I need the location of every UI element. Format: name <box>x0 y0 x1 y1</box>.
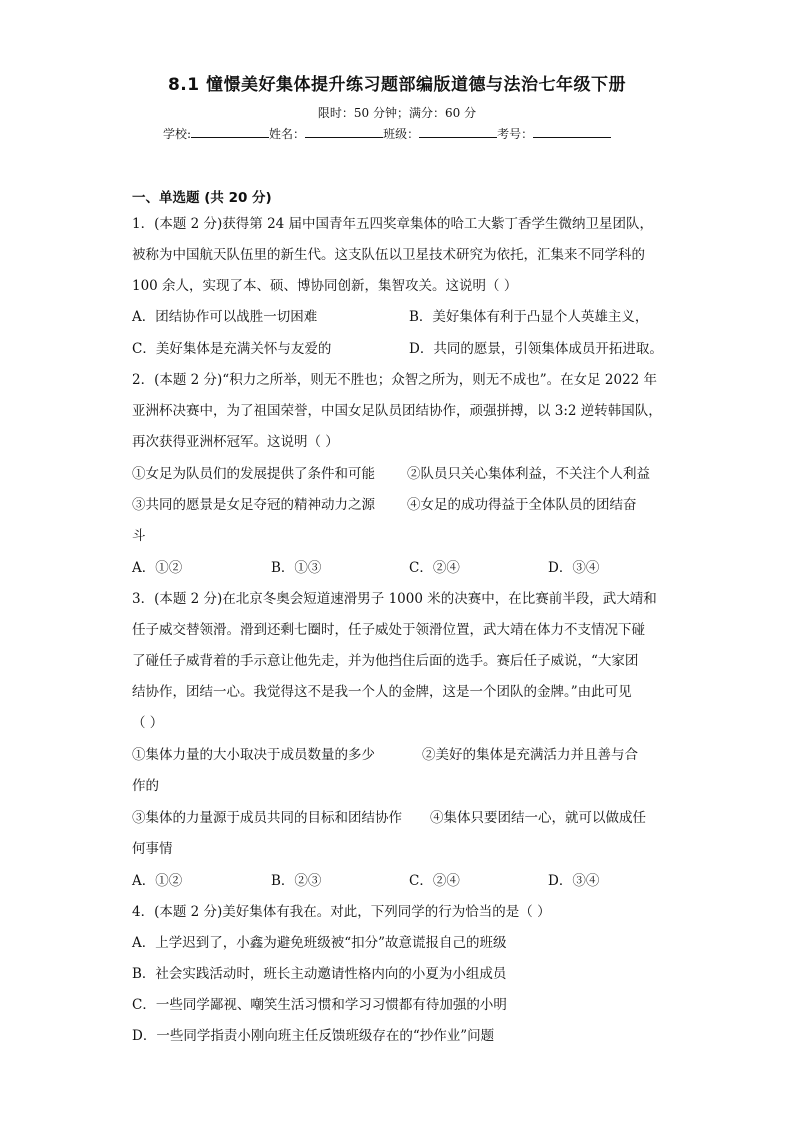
time-limit-info: 限时：50 分钟；满分：60 分 <box>317 106 477 120</box>
q3-line: 任子威交替领滑。滑到还剩七圈时，任子威处于领滑位置，武大靖在体力不支情况下碰 <box>132 622 645 638</box>
q3-option-a[interactable]: A．①② <box>132 873 183 889</box>
q1-line: 被称为中国航天队伍里的新生代。这支队伍以卫星技术研究为依托，汇集来不同学科的 <box>132 247 645 263</box>
school-blank[interactable] <box>191 125 269 138</box>
q2-line: 亚洲杯决赛中，为了祖国荣誉，中国女足队员团结协作，顽强拼搏，以 3:2 逆转韩国队， <box>132 403 662 419</box>
q4-option-c[interactable]: C．一些同学鄙视、嘲笑生活习惯和学习习惯都有待加强的小明 <box>132 997 507 1013</box>
q3-statement-2: ②美好的集体是充满活力并且善与合 <box>422 747 638 763</box>
q2-option-d[interactable]: D．③④ <box>548 560 600 576</box>
q2-option-c[interactable]: C．②④ <box>409 560 460 576</box>
q2-statement-4: ④女足的成功得益于全体队员的团结奋 <box>407 497 637 513</box>
section-heading: 一、单选题 (共 20 分) <box>132 190 272 206</box>
q1-option-a[interactable]: A．团结协作可以战胜一切困难 <box>132 309 318 325</box>
q1-line: 100 余人，实现了本、硕、博协同创新，集智攻关。这说明（ ） <box>132 278 518 294</box>
q1-option-b[interactable]: B．美好集体有利于凸显个人英雄主义， <box>409 309 649 325</box>
q3-line: 3．(本题 2 分)在北京冬奥会短道速滑男子 1000 米的决赛中，在比赛前半段，武大靖和 <box>132 591 657 607</box>
exam-number-label: 考号： <box>497 127 534 141</box>
q4-option-d[interactable]: D．一些同学指责小刚向班主任反馈班级存在的“抄作业”问题 <box>132 1028 495 1044</box>
exam-number-blank[interactable] <box>533 125 611 138</box>
q3-line: 结协作，团结一心。我觉得这不是我一个人的金牌，这是一个团队的金牌。”由此可见 <box>132 684 632 700</box>
q2-statement-2: ②队员只关心集体利益，不关注个人利益 <box>407 466 650 482</box>
q3-statement-3: ③集体的力量源于成员共同的目标和团结协作 <box>132 810 402 826</box>
q3-statement-4: ④集体只要团结一心，就可以做成任 <box>430 810 646 826</box>
q2-option-a[interactable]: A．①② <box>132 560 183 576</box>
q3-statement-1: ①集体力量的大小取决于成员数量的多少 <box>132 747 375 763</box>
q1-option-d[interactable]: D．共同的愿景，引领集体成员开拓进取。 <box>409 341 663 357</box>
q4-option-a[interactable]: A．上学迟到了，小鑫为避免班级被“扣分”故意谎报自己的班级 <box>132 935 507 951</box>
class-blank[interactable] <box>419 125 497 138</box>
name-blank[interactable] <box>305 125 383 138</box>
q3-statement-4-cont: 何事情 <box>132 841 173 857</box>
school-label: 学校: <box>163 127 192 141</box>
student-info-line <box>163 125 611 142</box>
class-label: 班级： <box>383 127 420 141</box>
q1-line: 1．(本题 2 分)获得第 24 届中国青年五四奖章集体的哈工大紫丁香学生微纳卫星团队， <box>132 216 654 232</box>
q3-option-b[interactable]: B．②③ <box>271 873 322 889</box>
q3-line: （ ） <box>132 715 164 731</box>
page-title: 8.1 憧憬美好集体提升练习题部编版道德与法治七年级下册 <box>167 75 627 95</box>
q2-statement-1: ①女足为队员们的发展提供了条件和可能 <box>132 466 375 482</box>
q2-line: 2．(本题 2 分)“积力之所举，则无不胜也；众智之所为，则无不成也”。在女足 2022 年 <box>132 372 658 388</box>
q3-statement-2-cont: 作的 <box>132 778 159 794</box>
q2-statement-4-cont: 斗 <box>132 528 146 544</box>
q3-line: 了碰任子威背着的手示意让他先走，并为他挡住后面的选手。赛后任子威说，“大家团 <box>132 653 639 669</box>
q4-option-b[interactable]: B．社会实践活动时，班长主动邀请性格内向的小夏为小组成员 <box>132 966 507 982</box>
name-label: 姓名： <box>269 127 306 141</box>
q2-statement-3: ③共同的愿景是女足夺冠的精神动力之源 <box>132 497 375 513</box>
q2-option-b[interactable]: B．①③ <box>271 560 322 576</box>
q3-option-c[interactable]: C．②④ <box>409 873 460 889</box>
q1-option-c[interactable]: C．美好集体是充满关怀与友爱的 <box>132 341 332 357</box>
q4-line: 4．(本题 2 分)美好集体有我在。对此，下列同学的行为恰当的是（ ） <box>132 904 551 920</box>
q3-option-d[interactable]: D．③④ <box>548 873 600 889</box>
q2-line: 再次获得亚洲杯冠军。这说明（ ） <box>132 434 339 450</box>
